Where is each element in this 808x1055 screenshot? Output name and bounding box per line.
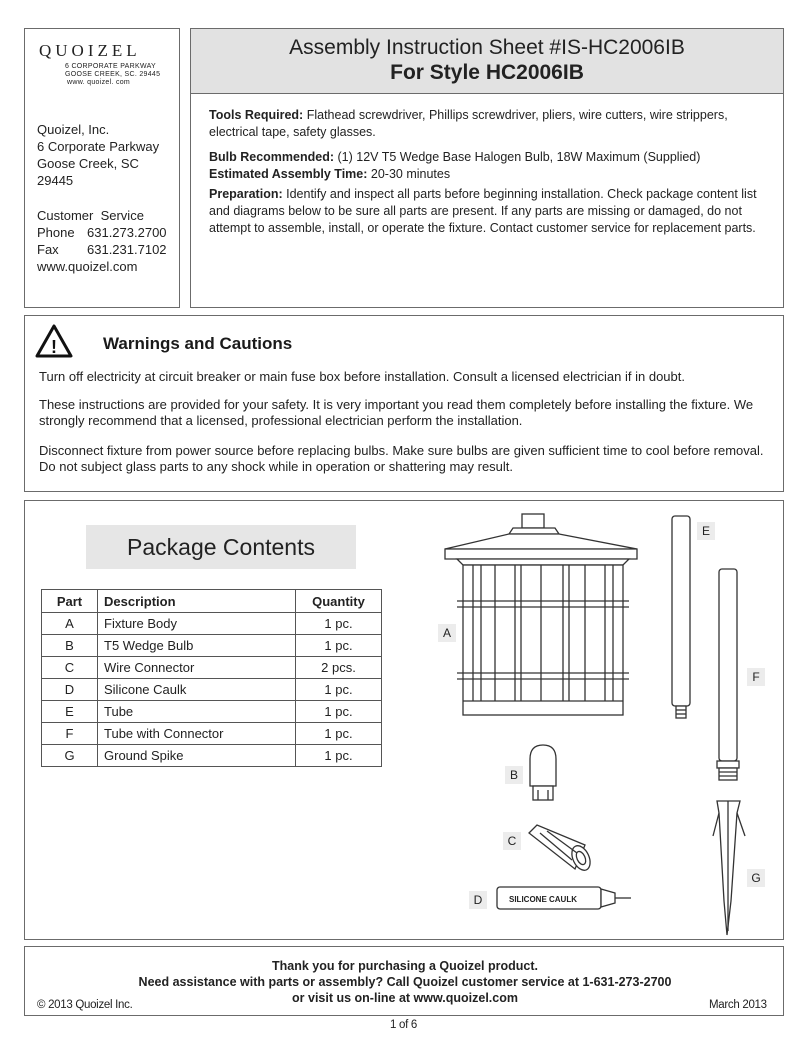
warning-paragraph-3: Disconnect fixture from power source before replacing bulbs. Make sure bulbs are given sufficient time to cool before removal. Do not subject glass parts to any shock while in operation or shattering may result. [39, 443, 764, 474]
tools-label: Tools Required: [209, 108, 304, 122]
style-subtitle: For Style HC2006IB [390, 61, 584, 84]
sheet-title: Assembly Instruction Sheet #IS-HC2006IB [289, 36, 685, 59]
part-description: Fixture Body [98, 613, 296, 635]
quoizel-logo: QUOIZEL [39, 41, 141, 60]
logo-address-line1: 6 CORPORATE PARKWAY [65, 63, 157, 70]
warning-exclamation: ! [51, 337, 57, 357]
package-contents-title: Package Contents [86, 525, 356, 569]
company-zip: 29445 [37, 173, 74, 188]
ground-spike-illustration [713, 801, 745, 935]
logo-web: www. quoizel. com [67, 79, 131, 86]
logo-address-line2: GOOSE CREEK, SC. 29445 [65, 71, 161, 78]
bulb-text: (1) 12V T5 Wedge Base Halogen Bulb, 18W Maximum (Supplied) [337, 150, 701, 164]
part-quantity: 1 pc. [296, 613, 382, 635]
document-date: March 2013 [709, 999, 767, 1011]
part-quantity: 1 pc. [296, 635, 382, 657]
part-quantity: 2 pcs. [296, 657, 382, 679]
part-description: Tube [98, 701, 296, 723]
footer-thanks: Thank you for purchasing a Quoizel product. [272, 959, 538, 973]
warning-triangle-icon [35, 324, 73, 358]
label-a: A [438, 624, 456, 642]
silicone-caulk-illustration [497, 887, 631, 909]
tube-with-connector-illustration [717, 569, 739, 780]
part-quantity: 1 pc. [296, 723, 382, 745]
part-letter: C [42, 657, 98, 679]
part-letter: G [42, 745, 98, 767]
part-quantity: 1 pc. [296, 679, 382, 701]
wire-connector-illustration [529, 825, 594, 873]
phone-number: 631.273.2700 [87, 225, 167, 240]
part-letter: B [42, 635, 98, 657]
parts-illustration [25, 501, 783, 939]
bulb-illustration [530, 745, 556, 800]
company-street: 6 Corporate Parkway [37, 139, 160, 154]
preparation [209, 186, 769, 237]
header-quantity: Quantity [296, 590, 382, 613]
company-info-box [24, 28, 180, 308]
time-label: Estimated Assembly Time: [209, 167, 368, 181]
tools-text: Flathead screwdriver, Phillips screwdriver, pliers, wire cutters, wire strippers, electrical tape, safety glasses. [209, 108, 728, 139]
label-d: D [469, 891, 487, 909]
bulb-recommended [209, 149, 769, 166]
label-c: C [503, 832, 521, 850]
part-description: T5 Wedge Bulb [98, 635, 296, 657]
fax-label: Fax [37, 242, 59, 257]
assembly-time [209, 166, 769, 183]
fax-number: 631.231.7102 [87, 242, 167, 257]
part-description: Silicone Caulk [98, 679, 296, 701]
bulb-label: Bulb Recommended: [209, 150, 335, 164]
fixture-body-illustration [445, 514, 637, 715]
tools-required [209, 107, 769, 141]
title-band [191, 29, 783, 94]
caulk-label-text: SILICONE CAULK [509, 895, 577, 904]
part-letter: A [42, 613, 98, 635]
company-website[interactable]: www.quoizel.com [37, 259, 138, 274]
warnings-title: Warnings and Cautions [103, 334, 293, 353]
part-description: Ground Spike [98, 745, 296, 767]
footer-website[interactable]: or visit us on-line at www.quoizel.com [292, 991, 518, 1005]
prep-label: Preparation: [209, 187, 283, 201]
label-b: B [505, 766, 523, 784]
part-quantity: 1 pc. [296, 745, 382, 767]
part-letter: E [42, 701, 98, 723]
phone-label: Phone [37, 225, 75, 240]
copyright: © 2013 Quoizel Inc. [37, 999, 133, 1011]
page-number: 1 of 6 [390, 1019, 417, 1031]
part-letter: F [42, 723, 98, 745]
part-quantity: 1 pc. [296, 701, 382, 723]
time-text: 20-30 minutes [370, 167, 451, 181]
footer-assistance: Need assistance with parts or assembly? Call Quoizel customer service at 1-631-273-2700 [138, 975, 672, 989]
label-e: E [697, 522, 715, 540]
footer-box [24, 946, 784, 1016]
package-contents-box [24, 500, 784, 940]
company-name: Quoizel, Inc. [37, 122, 110, 137]
label-g: G [747, 869, 765, 887]
part-letter: D [42, 679, 98, 701]
label-f: F [747, 668, 765, 686]
title-box [190, 28, 784, 308]
prep-text: Identify and inspect all parts before beginning installation. Check package content list and diagrams below to be sure all parts are present. If any parts are missing or damaged, do not attempt to assemble, install, or operate the fixture. Contact customer service for replacement parts. [209, 187, 757, 235]
warning-paragraph-1: Turn off electricity at circuit breaker or main fuse box before installation. Consult a licensed electrician if in doubt. [39, 369, 685, 384]
warning-paragraph-2: These instructions are provided for your safety. It is very important you read them completely before installing the fixture. We strongly recommend that a licensed, professional electrician perform the installation. [39, 397, 754, 428]
header-description: Description [98, 590, 296, 613]
tube-illustration [672, 516, 690, 718]
part-description: Wire Connector [98, 657, 296, 679]
part-description: Tube with Connector [98, 723, 296, 745]
company-city: Goose Creek, SC [37, 156, 139, 171]
warnings-box [24, 315, 784, 492]
header-part: Part [42, 590, 98, 613]
customer-service-label: Customer Service [37, 208, 144, 223]
